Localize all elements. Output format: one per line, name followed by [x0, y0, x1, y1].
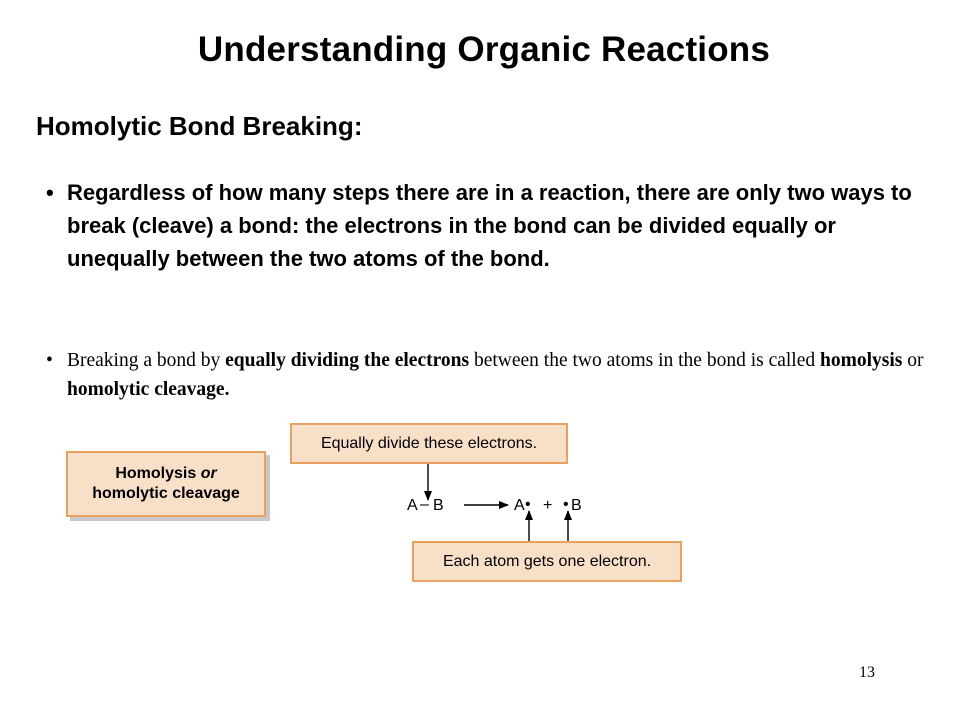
radical-dot-b: • — [563, 496, 569, 513]
page-number: 13 — [859, 664, 875, 681]
bold-segment: homolysis — [820, 350, 903, 371]
slide-title: Understanding Organic Reactions — [197, 30, 771, 69]
bullet-marker: • — [46, 350, 53, 371]
bullet-text: Regardless of how many steps there are in a reaction, there are only two ways to break (cleave) a bond: the electrons in the bond can be divided equally or unequally between the two atoms of the bond. — [67, 180, 912, 271]
text-segment: between the two atoms in the bond is called — [469, 350, 821, 371]
bond-line: – — [420, 496, 429, 513]
bullet-marker: • — [46, 180, 54, 205]
label-or: or — [200, 465, 217, 482]
label-homolysis: Homolysis — [115, 465, 197, 482]
label-homolytic-cleavage: homolytic cleavage — [92, 485, 240, 502]
radical-dot-a: • — [525, 496, 531, 513]
bold-segment: equally dividing the electrons — [225, 350, 470, 371]
divide-electrons-callout: Equally divide these electrons. — [290, 423, 568, 464]
plus-sign: + — [543, 497, 553, 514]
bold-segment: homolytic cleavage. — [67, 379, 230, 400]
reactant-a: A — [407, 497, 418, 514]
text-segment: or — [902, 350, 924, 371]
section-heading: Homolytic Bond Breaking: — [36, 111, 363, 141]
reactant-b: B — [433, 497, 444, 514]
one-electron-callout: Each atom gets one electron. — [412, 541, 682, 582]
text-segment: Breaking a bond by — [67, 350, 226, 371]
product-b: B — [571, 497, 582, 514]
product-a: A — [514, 497, 525, 514]
